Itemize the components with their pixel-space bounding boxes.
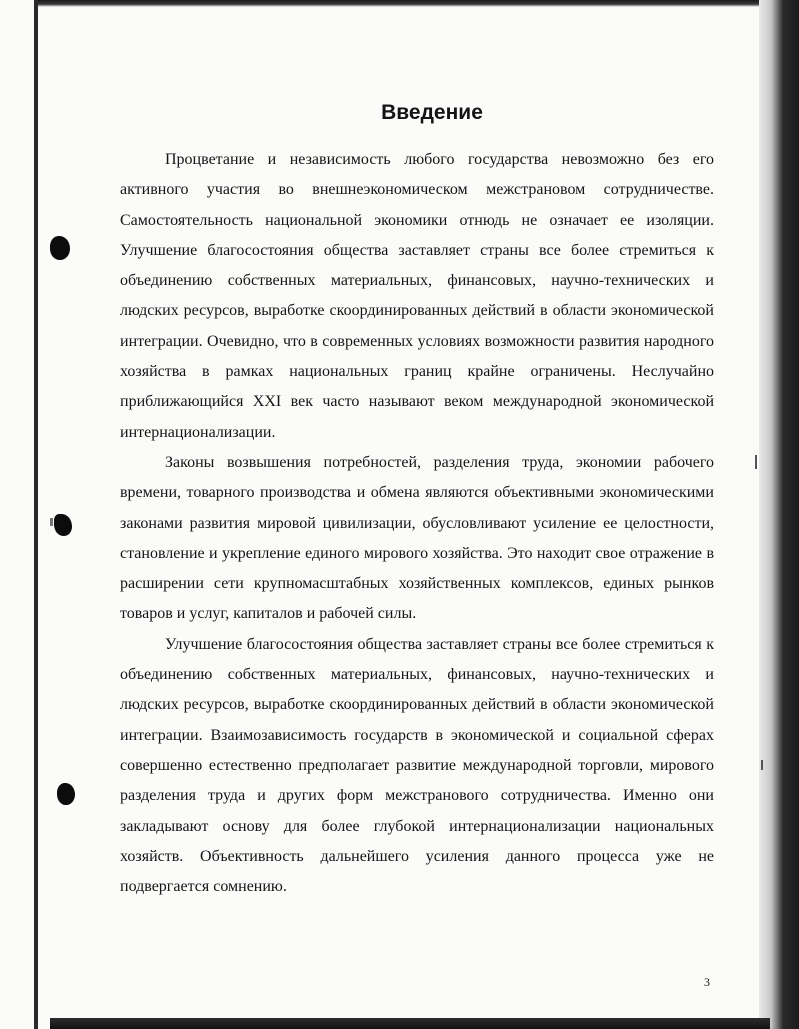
page-title: Введение bbox=[381, 101, 483, 124]
scan-speck bbox=[755, 455, 757, 469]
punch-hole-mark bbox=[50, 236, 70, 260]
punch-hole-mark bbox=[54, 514, 72, 536]
scan-speck bbox=[761, 760, 763, 770]
scan-edge-left bbox=[34, 0, 38, 1029]
scan-edge-bottom bbox=[50, 1018, 770, 1029]
paragraph: Процветание и независимость любого государства невозможно без его активного участия во внешнеэкономическом межстрановом сотрудничестве. Самостоятельность национальной экономики отнюдь не означает ее изоляции. Улучшение благосостояния общества заставляет страны все более стремиться к объединению собственных материальных, финансовых, научно-технических и людских ресурсов, выработке скоординированных действий в области экономической интеграции. Очевидно, что в современных условиях возможности развития народного хозяйства в рамках национальных границ крайне ограничены. Неслучайно приближающийся XXI век часто называют веком международной экономической интернационализации. bbox=[120, 151, 714, 441]
paragraph: Улучшение благосостояния общества заставляет страны все более стремиться к объединению собственных материальных, финансовых, научно-технических и людских ресурсов, выработке скоординированных действий в области экономической интеграции. Взаимозависимость государств в экономической и социальной сферах совершенно естественно предполагает развитие международной торговли, мирового разделения труда и других форм межстранового сотрудничества. Именно они закладывают основу для более глубокой интернационализации национальных хозяйств. Объективность дальнейшего усиления данного процесса уже не подвергается сомнению. bbox=[120, 635, 714, 896]
body-text bbox=[120, 145, 714, 902]
scan-edge-right bbox=[759, 0, 799, 1029]
page-number: 3 bbox=[704, 975, 710, 989]
scan-speck bbox=[50, 518, 53, 526]
punch-hole-mark bbox=[57, 783, 75, 805]
paragraph: Законы возвышения потребностей, разделения труда, экономии рабочего времени, товарного производства и обмена являются объективными экономическими законами развития мировой цивилизации, обусловливают усиление ее целостности, становление и укрепление единого мирового хозяйства. Это находит свое отражение в расширении сети крупномасштабных хозяйственных комплексов, единых рынков товаров и услуг, капиталов и рабочей силы. bbox=[120, 453, 714, 623]
scan-edge-top bbox=[38, 0, 773, 7]
